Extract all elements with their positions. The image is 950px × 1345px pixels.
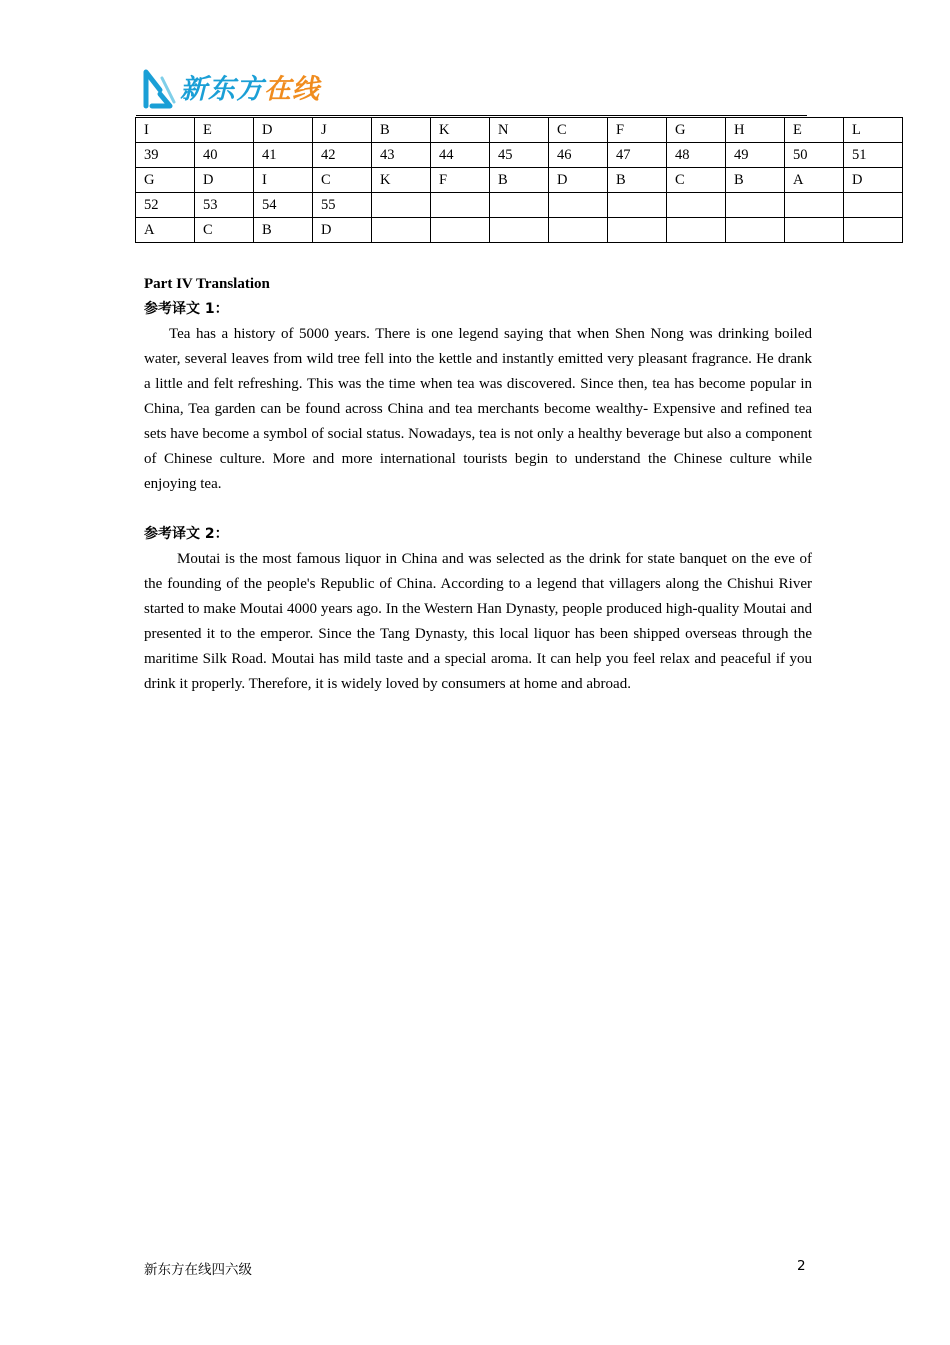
table-cell: 48	[667, 143, 726, 168]
table-cell: 45	[490, 143, 549, 168]
table-cell: J	[313, 118, 372, 143]
table-cell: 41	[254, 143, 313, 168]
table-row	[136, 143, 903, 168]
section-title: Part IV Translation	[144, 276, 270, 292]
table-cell: I	[136, 118, 195, 143]
table-cell	[844, 193, 903, 218]
table-cell	[608, 218, 667, 243]
table-cell: K	[372, 168, 431, 193]
table-cell	[549, 218, 608, 243]
table-cell: 39	[136, 143, 195, 168]
table-cell: C	[549, 118, 608, 143]
header-rule	[136, 115, 807, 116]
logo-mark-icon	[142, 68, 178, 112]
table-cell	[844, 218, 903, 243]
table-cell: D	[313, 218, 372, 243]
brand-logo	[142, 66, 342, 114]
table-cell: N	[490, 118, 549, 143]
table-cell	[726, 193, 785, 218]
table-row	[136, 218, 903, 243]
table-cell: 49	[726, 143, 785, 168]
table-cell	[372, 193, 431, 218]
table-cell: B	[490, 168, 549, 193]
table-cell: D	[195, 168, 254, 193]
table-cell	[667, 218, 726, 243]
table-cell: 46	[549, 143, 608, 168]
logo-text-blue: 新东方	[180, 74, 264, 105]
table-cell: L	[844, 118, 903, 143]
table-cell: D	[844, 168, 903, 193]
answer-table	[135, 117, 903, 243]
table-cell: F	[431, 168, 490, 193]
table-cell: A	[136, 218, 195, 243]
logo-text-orange: 在线	[264, 74, 320, 105]
table-cell: K	[431, 118, 490, 143]
table-cell	[490, 218, 549, 243]
table-cell: 51	[844, 143, 903, 168]
table-cell: 52	[136, 193, 195, 218]
table-cell: 42	[313, 143, 372, 168]
table-cell: 55	[313, 193, 372, 218]
table-cell: 44	[431, 143, 490, 168]
reference-2-title: 参考译文 2：	[144, 526, 229, 542]
logo-text	[180, 74, 320, 106]
reference-1-text: Tea has a history of 5000 years. There is one legend saying that when Shen Nong was drinking boiled water, several leaves from wild tree fell into the kettle and instantly emitted very pleasant fragrance. He drank a little and felt refreshing. This was the time when tea was discovered. Since then, tea has become popular in China, Tea garden can be found across China and tea merchants become wealthy- Expensive and refined tea sets have become a symbol of social status. Nowadays, tea is not only a healthy beverage but also a component of Chinese culture. More and more international tourists begin to understand the Chinese culture while enjoying tea.	[144, 326, 812, 492]
table-cell: E	[195, 118, 254, 143]
table-cell: F	[608, 118, 667, 143]
page-number: 2	[797, 1258, 806, 1274]
table-row	[136, 193, 903, 218]
table-cell: 54	[254, 193, 313, 218]
table-cell: I	[254, 168, 313, 193]
table-cell: D	[254, 118, 313, 143]
table-cell	[431, 193, 490, 218]
answer-table-body	[136, 118, 903, 243]
table-cell: B	[608, 168, 667, 193]
spacer	[144, 497, 812, 522]
table-cell: H	[726, 118, 785, 143]
table-cell	[490, 193, 549, 218]
reference-2-text: Moutai is the most famous liquor in China and was selected as the drink for state banquet on the eve of the founding of the people's Republic of China. According to a legend that villagers along the Chishui River started to make Moutai 4000 years ago. In the Western Han Dynasty, people produced high-quality Moutai and presented it to the emperor. Since the Tang Dynasty, this local liquor has been shipped overseas through the maritime Silk Road. Moutai has mild taste and a special aroma. It can help you feel relax and peaceful if you drink it properly. Therefore, it is widely loved by consumers at home and abroad.	[144, 551, 812, 692]
table-cell: D	[549, 168, 608, 193]
table-cell: G	[667, 118, 726, 143]
table-cell: C	[195, 218, 254, 243]
table-cell: 53	[195, 193, 254, 218]
table-cell: B	[372, 118, 431, 143]
table-cell: C	[313, 168, 372, 193]
table-cell: E	[785, 118, 844, 143]
table-cell	[549, 193, 608, 218]
translation-section	[144, 272, 812, 697]
table-row	[136, 118, 903, 143]
table-cell: 40	[195, 143, 254, 168]
footer-text: 新东方在线四六级	[144, 1262, 252, 1278]
table-cell: G	[136, 168, 195, 193]
table-cell: B	[254, 218, 313, 243]
table-cell: 50	[785, 143, 844, 168]
table-cell: B	[726, 168, 785, 193]
table-cell: 43	[372, 143, 431, 168]
table-cell	[372, 218, 431, 243]
table-cell: C	[667, 168, 726, 193]
table-cell	[608, 193, 667, 218]
table-cell	[785, 218, 844, 243]
table-cell: A	[785, 168, 844, 193]
table-cell: 47	[608, 143, 667, 168]
reference-1-title: 参考译文 1：	[144, 301, 229, 317]
table-cell	[785, 193, 844, 218]
table-cell	[431, 218, 490, 243]
table-row	[136, 168, 903, 193]
table-cell	[667, 193, 726, 218]
table-cell	[726, 218, 785, 243]
